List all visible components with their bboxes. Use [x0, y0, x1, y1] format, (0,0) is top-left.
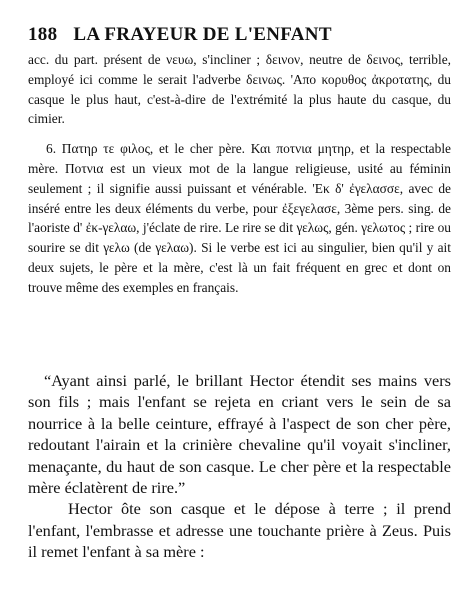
narrative-paragraph: Hector ôte son casque et le dépose à terre ; il prend l'enfant, l'embrasse et adresse une touchante prière à Zeus. Puis il remet l'enfant à sa mère :	[28, 499, 451, 562]
translation-block	[28, 370, 451, 563]
quote-paragraph: “Ayant ainsi parlé, le brillant Hector étendit ses mains vers son fils ; mais l'enfant se rejeta en criant vers le sein de sa nourrice à la belle ceinture, effrayé à l'aspect de son cher père, redoutant l'airain et la crinière chevaline qu'il voyait s'incliner, menaçante, du haut de son casque. Le cher père et la respectable mère éclatèrent de rire.”	[28, 371, 451, 498]
running-title: LA FRAYEUR DE L'ENFANT	[73, 24, 332, 45]
note-continuation: acc. du part. présent de νευω, s'incliner ; δεινον, neutre de δεινος, terrible, employé ici comme le serait l'adverbe δεινως. 'Απο κορυθος ἀκροτατης, du casque le plus haut, c'est-à-dire de l'extrémité la plus haute du casque, du cimier.	[28, 52, 451, 127]
note-6: 6. Πατηρ τε φιλος, et le cher père. Και ποτνια μητηρ, et la respectable mère. Ποτνια est un vieux mot de la langue religieuse, usité au féminin seulement ; il signifie aussi puissant et vénérable. 'Εκ δ' ἐγελασσε, avec de inséré entre les deux éléments du verbe, pour ἐξεγελασε, 3ème pers. sing. de l'aoriste d' ἐκ-γελαω, j'éclate de rire. Le rire se dit γελως, gén. γελωτος ; rire ou sourire se dit γελω (de γελαω). Si le verbe est ici au singulier, bien qu'il y ait deux sujets, le père et la mère, c'est là un fait fréquent en grec et dont on trouve même des exemples en français.	[28, 141, 451, 295]
footnotes-block	[28, 50, 451, 298]
page-number: 188	[28, 24, 58, 45]
page-header	[28, 24, 451, 46]
